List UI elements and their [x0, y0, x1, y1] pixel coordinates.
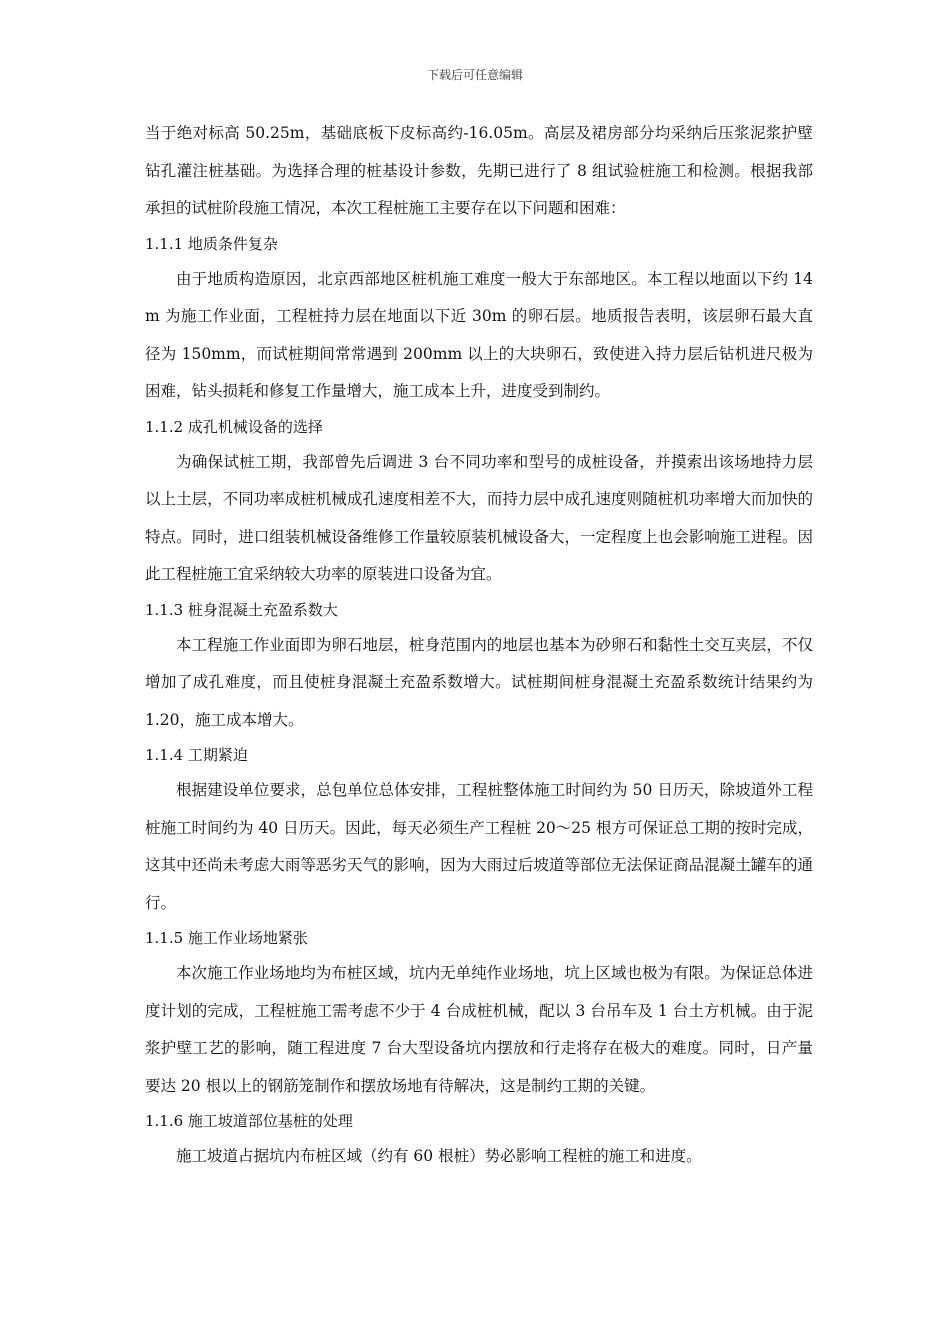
section-heading: 1.1.5 施工作业场地紧张 [145, 929, 308, 947]
page-header: 下载后可任意编辑 [426, 68, 523, 82]
section-paragraph: 根据建设单位要求，总包单位总体安排，工程桩整体施工时间约为 50 日历天，除坡道外工程桩施工时间约为 40 日历天。因此，每天必须生产工程桩 20～25 根方可保证总工期的按时完成，这其中还尚未考虑大雨等恶劣天气的影响，因为大雨过后坡道等部位无法保证商品混凝土罐车的通行。 [145, 781, 813, 912]
section-paragraph: 施工坡道占据坑内布桩区域（约有 60 根桩）势必影响工程桩的施工和进度。 [176, 1147, 702, 1165]
section-1-1-3 [145, 594, 813, 740]
section-1-1-6 [145, 1105, 813, 1176]
section-heading: 1.1.4 工期紧迫 [145, 746, 248, 764]
section-heading: 1.1.1 地质条件复杂 [145, 234, 278, 253]
document-body [145, 124, 813, 1176]
section-heading: 1.1.2 成孔机械设备的选择 [145, 417, 323, 436]
section-heading: 1.1.3 桩身混凝土充盈系数大 [145, 600, 338, 619]
section-paragraph: 由于地质构造原因，北京西部地区桩机施工难度一般大于东部地区。本工程以地面以下约 14m 为施工作业面，工程桩持力层在地面以下近 30m 的卵石层。地质报告表明，该层卵石最大直径为 150mm，而试桩期间常常遇到 200mm 以上的大块卵石，致使进入持力层后钻机进尺极为困难，钻头损耗和修复工作量增大，施工成本上升，进度受到制约。 [145, 269, 813, 400]
section-heading: 1.1.6 施工坡道部位基桩的处理 [145, 1112, 353, 1130]
section-1-1-2 [145, 411, 813, 594]
section-paragraph: 本工程施工作业面即为卵石地层，桩身范围内的地层也基本为砂卵石和黏性土交互夹层，不仅增加了成孔难度，而且使桩身混凝土充盈系数增大。试桩期间桩身混凝土充盈系数统计结果约为 1.20，施工成本增大。 [145, 635, 813, 729]
section-1-1-4 [145, 739, 813, 922]
section-1-1-1 [145, 228, 813, 411]
intro-paragraph: 当于绝对标高 50.25m，基础底板下皮标高约-16.05m。高层及裙房部分均采纳后压浆泥浆护壁钻孔灌注桩基础。为选择合理的桩基设计参数，先期已进行了 8 组试验桩施工和检测。根据我部承担的试桩阶段施工情况，本次工程桩施工主要存在以下问题和困难： [145, 124, 813, 217]
section-paragraph: 为确保试桩工期，我部曾先后调进 3 台不同功率和型号的成桩设备，并摸索出该场地持力层以上土层，不同功率成桩机械成孔速度相差不大，而持力层中成孔速度则随桩机功率增大而加快的特点。同时，进口组装机械设备维修工作量较原装机械设备大，一定程度上也会影响施工进程。因此工程桩施工宜采纳较大功率的原装进口设备为宜。 [145, 452, 813, 583]
section-paragraph: 本次施工作业场地均为布桩区域，坑内无单纯作业场地，坑上区域也极为有限。为保证总体进度计划的完成，工程桩施工需考虑不少于 4 台成桩机械，配以 3 台吊车及 1 台土方机械。由于泥浆护壁工艺的影响，随工程进度 7 台大型设备坑内摆放和行走将存在极大的难度。同时，日产量要达 20 根以上的钢筋笼制作和摆放场地有待解决，这是制约工期的关键。 [145, 964, 813, 1095]
section-1-1-5 [145, 922, 813, 1105]
